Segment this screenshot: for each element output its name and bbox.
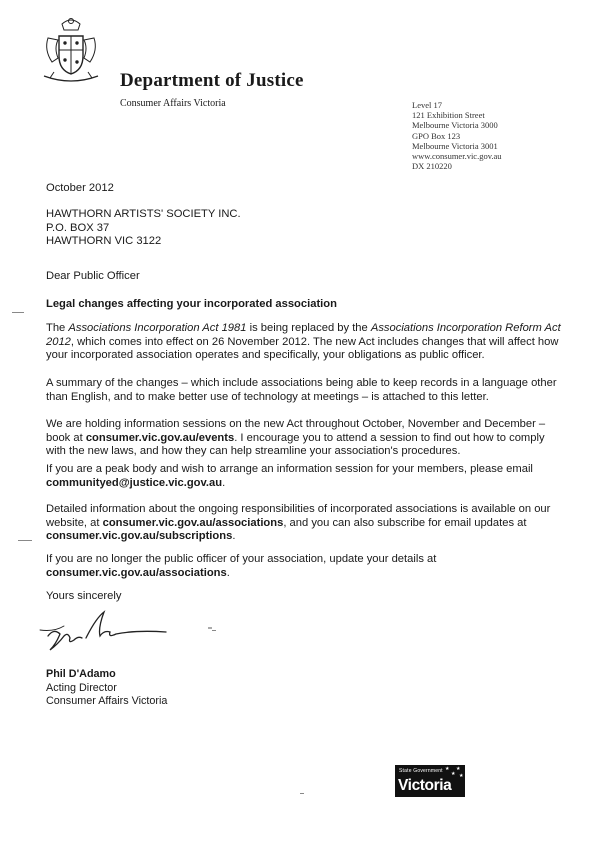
closing: Yours sincerely [46, 590, 122, 602]
scan-mark [300, 793, 304, 794]
subscriptions-link[interactable]: consumer.vic.gov.au/subscriptions [46, 530, 233, 543]
address-line: Level 17 [412, 100, 442, 110]
scan-mark [12, 312, 24, 313]
address-line: 121 Exhibition Street [412, 110, 485, 121]
salutation: Dear Public Officer [46, 270, 140, 282]
signer-name: Phil D'Adamo [46, 668, 116, 680]
act-old-title: Associations Incorporation Act 1981 [68, 322, 247, 334]
department-title: Department of Justice [120, 70, 304, 91]
address-line: Melbourne Victoria 3000 [412, 120, 498, 131]
address-line: Melbourne Victoria 3001 [412, 140, 498, 151]
paragraph-peak-body: If you are a peak body and wish to arrange an information session for your members, please email communityed@justice.vic.gov.au. [46, 463, 533, 489]
division-name: Consumer Affairs Victoria [120, 98, 226, 109]
paragraph-website: Detailed information about the ongoing responsibilities of incorporated associations is available on our website, at consumer.vic.gov.au/associations, and you can also subscribe for email updates at consumer.vic.gov.au/subscriptions. [46, 503, 551, 543]
associations-link[interactable]: consumer.vic.gov.au/associations [46, 566, 227, 579]
signer-org: Consumer Affairs Victoria [46, 695, 168, 708]
letter-date: October 2012 [46, 182, 114, 194]
paragraph-summary: A summary of the changes – which include associations being able to keep records in a language other than English, and to make better use of technology at meetings – is attached to this letter. [46, 377, 557, 403]
recipient-line: P.O. BOX 37 [46, 221, 110, 234]
associations-link[interactable]: consumer.vic.gov.au/associations [102, 516, 284, 529]
scan-mark [212, 630, 216, 631]
act-new-title: Associations Incorporation Reform Act 2012 [46, 322, 561, 348]
return-address [412, 100, 502, 171]
address-line: www.consumer.vic.gov.au [412, 151, 502, 162]
address-line: DX 210220 [412, 161, 452, 172]
paragraph-update-details: If you are no longer the public officer of your association, update your details at consumer.vic.gov.au/associations. [46, 553, 437, 579]
star-icon: ★ [451, 771, 456, 777]
paragraph-act-change: The Associations Incorporation Act 1981 is being replaced by the Associations Incorporation Reform Act 2012, which comes into effect on 26 November 2012. The new Act includes changes that will affect how your incorporated association operates and specifically, your obligations as public officer. [46, 322, 561, 362]
recipient-address [46, 208, 241, 249]
events-link[interactable]: consumer.vic.gov.au/events [85, 431, 235, 444]
address-line: GPO Box 123 [412, 130, 461, 141]
signer-title: Acting Director [46, 681, 117, 694]
handwritten-signature [38, 608, 218, 660]
signer-block [46, 668, 167, 709]
star-icon: ★ [456, 766, 461, 772]
star-icon: ★ [445, 766, 450, 772]
subject-line: Legal changes affecting your incorporated association [46, 298, 337, 310]
star-icon: ★ [459, 773, 464, 779]
recipient-line: HAWTHORN ARTISTS' SOCIETY INC. [46, 208, 241, 220]
coat-of-arms-crest [40, 16, 102, 84]
email-link[interactable]: communityed@justice.vic.gov.au [46, 476, 223, 489]
scan-mark [18, 540, 32, 541]
recipient-line: HAWTHORN VIC 3122 [46, 235, 162, 248]
paragraph-sessions: We are holding information sessions on the new Act throughout October, November and December – book at consumer.vic.gov.au/events. I encourage you to attend a session to find out how to comply with the new laws, and how they can help streamline your association's procedures. [46, 418, 546, 458]
victoria-government-logo: State Government Victoria ★ ★ ★ ★ [395, 765, 465, 797]
